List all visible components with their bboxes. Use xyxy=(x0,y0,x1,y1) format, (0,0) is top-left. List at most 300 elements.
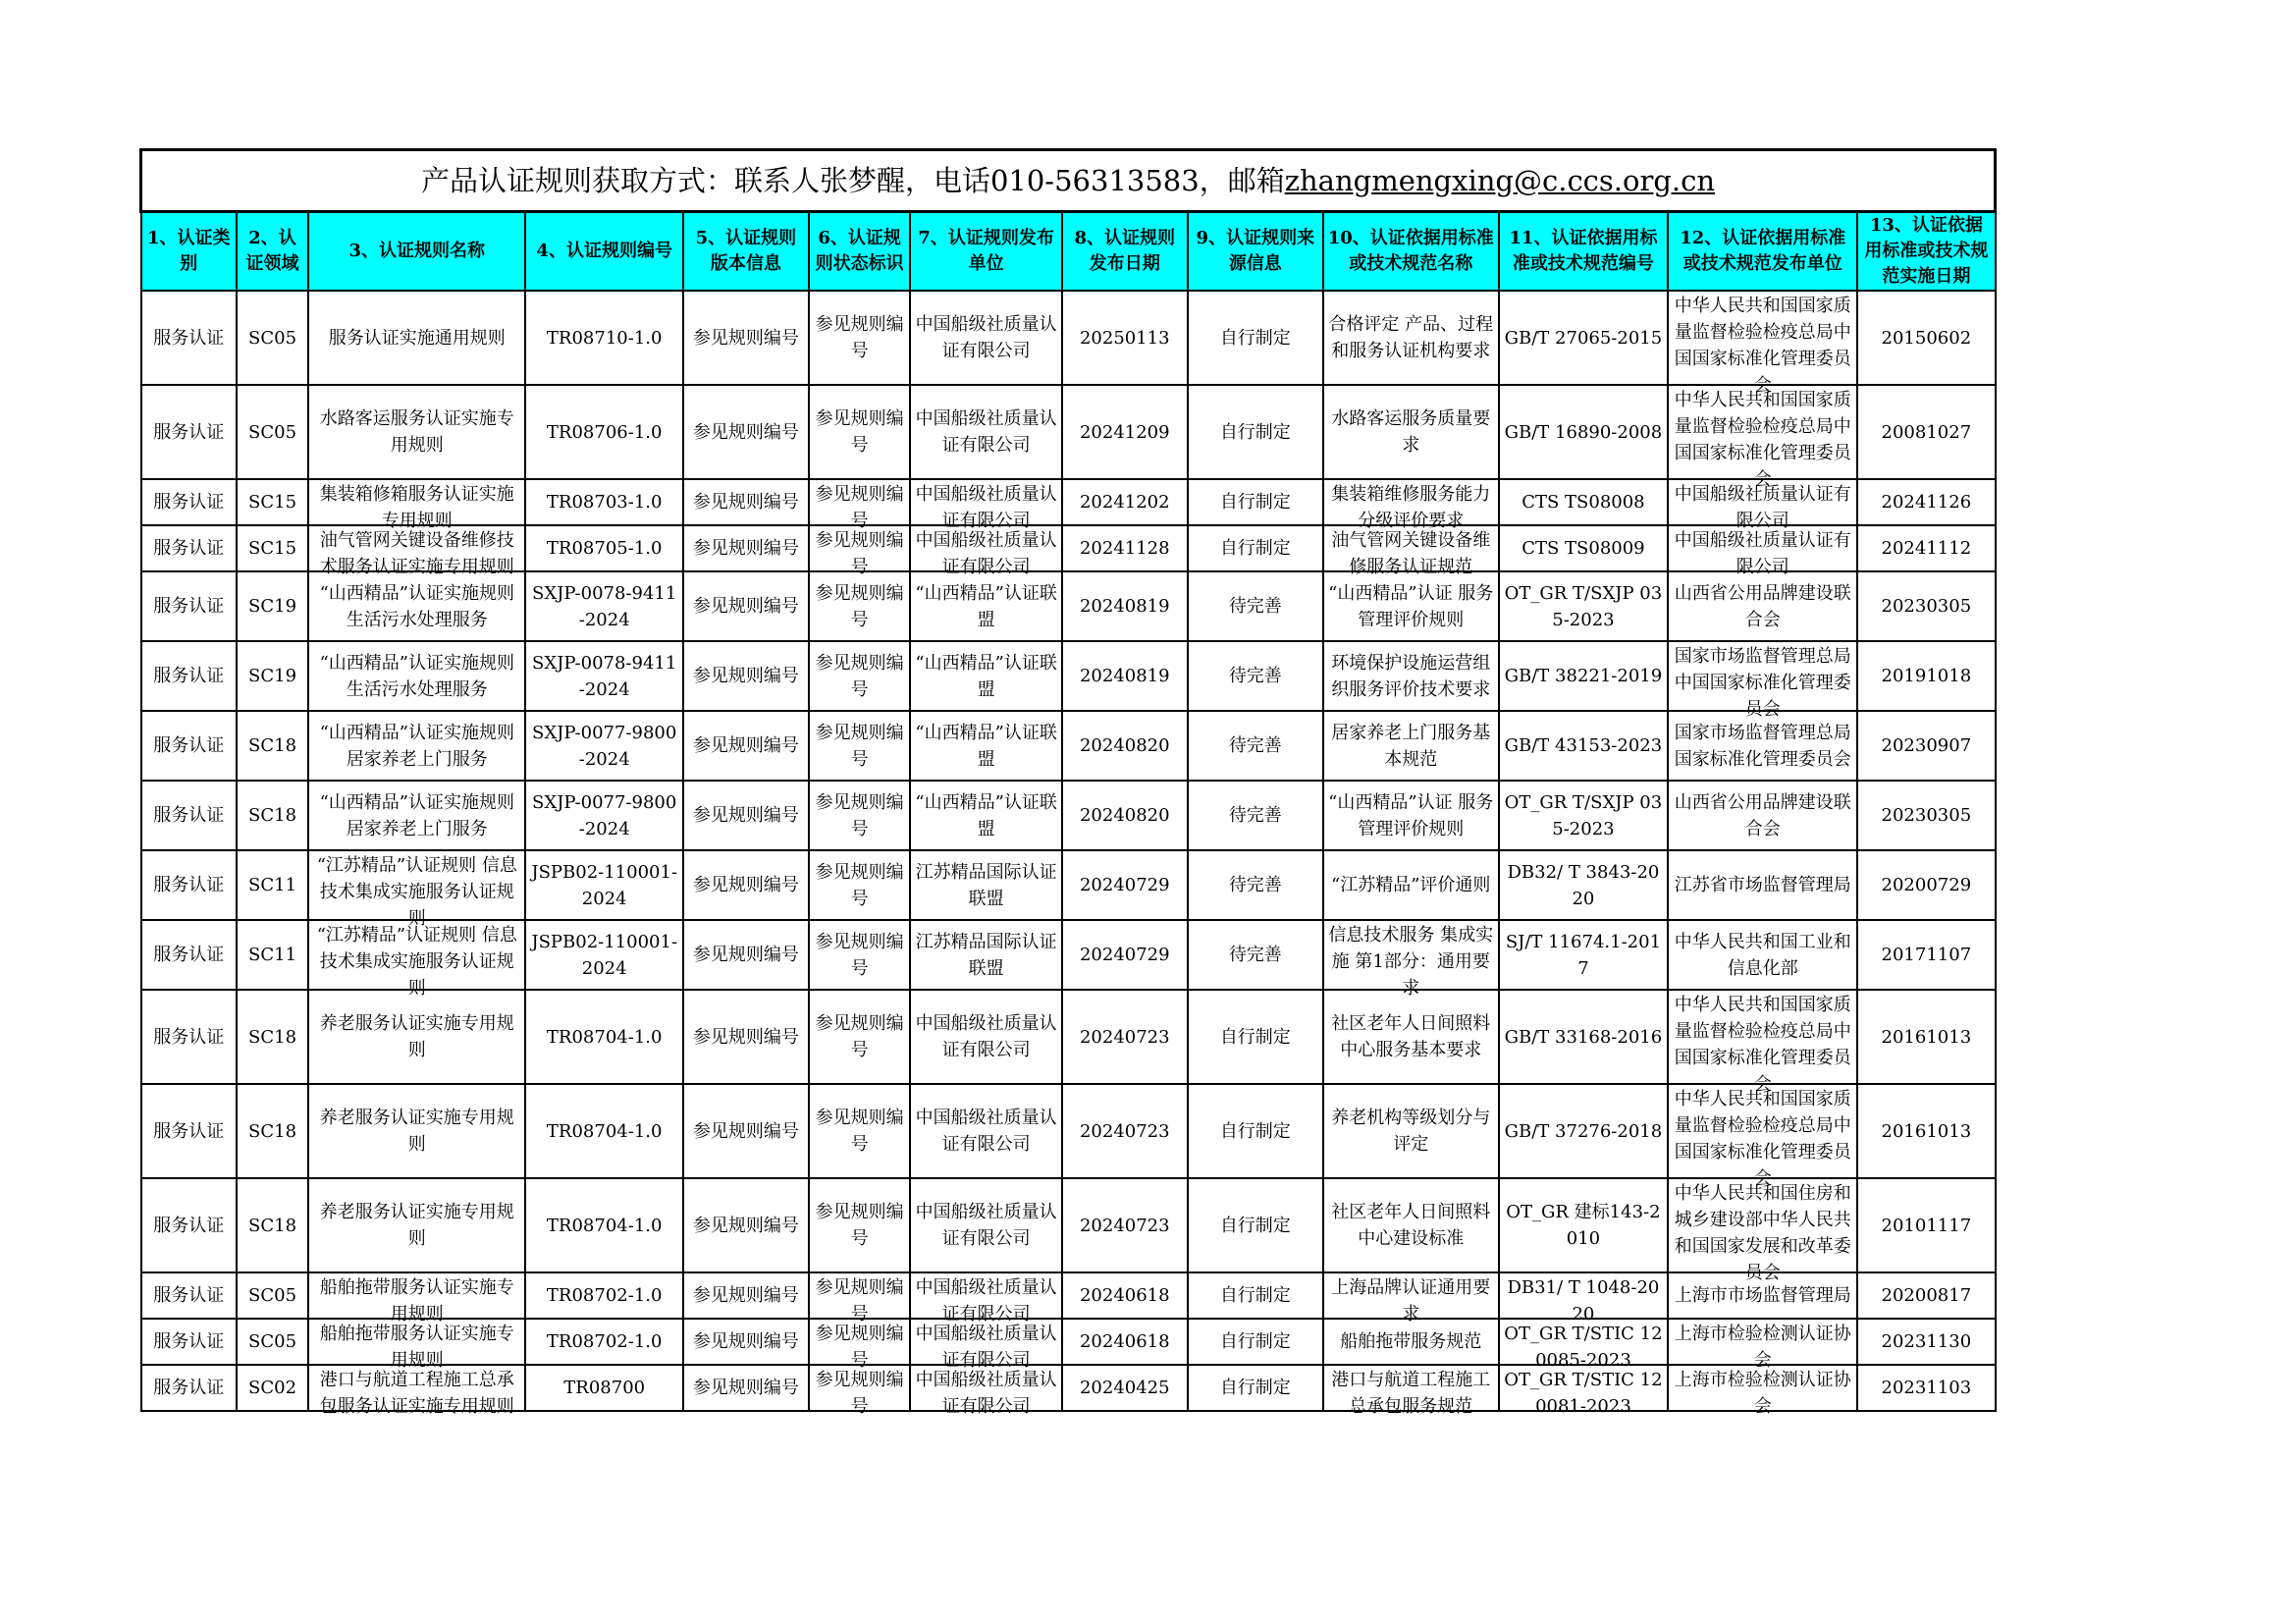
cell-text: 参见规则编号 xyxy=(815,791,904,839)
cell-domain xyxy=(237,1272,308,1319)
cell-rule-number xyxy=(525,990,682,1084)
cell-rule-source xyxy=(1188,1319,1323,1365)
cell-text: SC05 xyxy=(248,1331,297,1352)
cell-text: 环境保护设施运营组织服务评价技术要求 xyxy=(1331,652,1491,700)
cell-standard-number xyxy=(1499,1272,1669,1325)
cell-text: 油气管网关键设备维修技术服务认证实施专用规则 xyxy=(319,530,514,577)
cell-domain xyxy=(237,1319,308,1365)
cell-rule-version xyxy=(683,1272,809,1319)
column-header-standard-publisher: 12、认证依据用标准或技术规范发布单位 xyxy=(1668,212,1857,292)
table-row xyxy=(141,525,1996,571)
cell-rule-version xyxy=(683,711,809,781)
cell-text: 中华人民共和国国家质量监督检验检疫总局中国国家标准化管理委员会 xyxy=(1674,390,1851,490)
cell-text: SC18 xyxy=(248,805,297,826)
cell-text: GB/T 33168-2016 xyxy=(1504,1026,1663,1048)
cell-text: 集装箱修箱服务认证实施专用规则 xyxy=(319,484,514,531)
cell-standard-number xyxy=(1499,479,1669,525)
cell-text: 港口与航道工程施工总承包服务认证实施专用规则 xyxy=(319,1370,514,1417)
cell-rule-version xyxy=(683,385,809,479)
cell-rule-date xyxy=(1062,920,1188,990)
cell-text: TR08700 xyxy=(563,1378,646,1398)
cell-text: 20240729 xyxy=(1079,875,1170,895)
column-header-standard-number: 11、认证依据用标准或技术规范编号 xyxy=(1499,212,1669,292)
cell-standard-date xyxy=(1857,479,1995,525)
cell-rule-number xyxy=(525,1365,682,1411)
cell-text: “江苏精品”认证规则 信息技术集成实施服务认证规则 xyxy=(316,855,517,929)
cell-text: 参见规则编号 xyxy=(815,1108,904,1155)
cell-rule-status xyxy=(809,781,911,850)
cell-text: OT_GR T/STIC 120085-2023 xyxy=(1504,1324,1663,1371)
cell-rule-source xyxy=(1188,711,1323,781)
cell-text: 油气管网关键设备维修服务认证规范 xyxy=(1331,530,1491,577)
cell-rule-number xyxy=(525,525,682,571)
cell-text: 参见规则编号 xyxy=(815,1370,904,1417)
cell-standard-number xyxy=(1499,1178,1669,1272)
cell-category xyxy=(141,1365,237,1411)
cell-rule-publisher xyxy=(910,711,1061,781)
column-header-category: 1、认证类别 xyxy=(141,212,237,292)
cell-rule-status xyxy=(809,479,911,531)
cell-rule-number xyxy=(525,1272,682,1319)
cell-text: TR08705-1.0 xyxy=(546,538,663,559)
cell-text: 服务认证 xyxy=(153,1026,225,1048)
cell-rule-version xyxy=(683,525,809,571)
cell-rule-version xyxy=(683,1319,809,1365)
cell-text: 20240820 xyxy=(1079,735,1170,756)
cell-text: SC05 xyxy=(248,1285,297,1306)
table-row xyxy=(141,385,1996,479)
cell-text: 中国船级社质量认证有限公司 xyxy=(915,1202,1057,1249)
column-header-rule-status: 6、认证规则状态标识 xyxy=(809,212,911,292)
cell-text: 参见规则编号 xyxy=(692,596,799,617)
cell-standard-date xyxy=(1857,1178,1995,1272)
cell-text: 服务认证 xyxy=(153,875,225,895)
cell-text: 参见规则编号 xyxy=(815,408,904,456)
table-row xyxy=(141,990,1996,1084)
cell-standard-date xyxy=(1857,990,1995,1084)
cell-domain xyxy=(237,1365,308,1411)
cell-standard-name xyxy=(1323,479,1499,531)
cell-text: 参见规则编号 xyxy=(692,492,799,513)
cell-text: 参见规则编号 xyxy=(692,327,799,349)
cell-rule-name xyxy=(308,1178,525,1272)
cell-text: 20161013 xyxy=(1881,1120,1972,1142)
cell-standard-name xyxy=(1323,990,1499,1084)
cell-text: OT_GR 建标143-2010 xyxy=(1506,1202,1661,1249)
cell-text: SC18 xyxy=(248,735,297,756)
table-row xyxy=(141,1178,1996,1272)
cell-rule-publisher xyxy=(910,1319,1061,1371)
cell-domain xyxy=(237,479,308,525)
cell-text: 水路客运服务质量要求 xyxy=(1331,408,1491,456)
cell-text: 中国船级社质量认证有限公司 xyxy=(915,1108,1057,1155)
cell-rule-version xyxy=(683,990,809,1084)
cell-text: 自行制定 xyxy=(1219,1378,1291,1398)
cell-text: 中国船级社质量认证有限公司 xyxy=(1674,530,1851,577)
cell-text: GB/T 38221-2019 xyxy=(1504,666,1663,686)
cell-text: 20240819 xyxy=(1079,666,1170,686)
cell-text: SXJP-0078-9411-2024 xyxy=(532,652,677,700)
cell-rule-source xyxy=(1188,1365,1323,1411)
cell-rule-date xyxy=(1062,781,1188,850)
cell-text: SC02 xyxy=(248,1378,297,1398)
cell-rule-source xyxy=(1188,571,1323,641)
cell-domain xyxy=(237,291,308,385)
cell-text: 服务认证 xyxy=(153,1120,225,1142)
cell-rule-date xyxy=(1062,571,1188,641)
cell-category xyxy=(141,571,237,641)
cell-rule-number xyxy=(525,850,682,920)
cell-text: 上海市检验检测认证协会 xyxy=(1674,1324,1851,1371)
cell-text: 船舶拖带服务认证实施专用规则 xyxy=(319,1277,514,1325)
cell-text: 参见规则编号 xyxy=(692,875,799,895)
cell-text: 江苏省市场监督管理局 xyxy=(1674,875,1851,895)
cell-text: 待完善 xyxy=(1228,735,1282,756)
table-row xyxy=(141,571,1996,641)
cell-rule-source xyxy=(1188,641,1323,711)
cell-standard-name xyxy=(1323,1365,1499,1417)
column-header-rule-publisher: 7、认证规则发布单位 xyxy=(910,212,1061,292)
cell-standard-number xyxy=(1499,1365,1669,1417)
cell-text: 参见规则编号 xyxy=(815,582,904,630)
cell-text: 参见规则编号 xyxy=(815,1202,904,1249)
cell-text: 中华人民共和国国家质量监督检验检疫总局中国国家标准化管理委员会 xyxy=(1674,995,1851,1095)
cell-text: 20230907 xyxy=(1881,735,1972,756)
page-title xyxy=(141,150,1996,212)
cell-text: OT_GR T/STIC 120081-2023 xyxy=(1504,1370,1663,1417)
cell-text: 船舶拖带服务认证实施专用规则 xyxy=(319,1324,514,1371)
cell-rule-publisher xyxy=(910,920,1061,990)
cell-text: 参见规则编号 xyxy=(815,1277,904,1325)
cell-standard-name xyxy=(1323,641,1499,711)
cell-standard-number xyxy=(1499,525,1669,571)
cell-rule-version xyxy=(683,1365,809,1411)
cell-domain xyxy=(237,385,308,479)
cell-text: 20240819 xyxy=(1079,596,1170,617)
cell-text: 养老机构等级划分与评定 xyxy=(1331,1108,1491,1155)
cell-text: 中国船级社质量认证有限公司 xyxy=(915,408,1057,456)
cell-rule-date xyxy=(1062,1319,1188,1365)
cell-text: 社区老年人日间照料中心服务基本要求 xyxy=(1331,1013,1491,1060)
cell-rule-name xyxy=(308,920,525,999)
cell-text: 服务认证 xyxy=(153,666,225,686)
cell-text: 20241202 xyxy=(1079,492,1170,513)
cell-text: 参见规则编号 xyxy=(692,1026,799,1048)
cell-text: “山西精品”认证实施规则 居家养老上门服务 xyxy=(319,791,514,839)
table-row xyxy=(141,1084,1996,1178)
cell-standard-date xyxy=(1857,291,1995,385)
cell-text: 养老服务认证实施专用规则 xyxy=(319,1202,514,1249)
cell-text: TR08706-1.0 xyxy=(546,421,663,443)
cell-text: GB/T 27065-2015 xyxy=(1504,327,1663,349)
cell-text: 自行制定 xyxy=(1219,492,1291,513)
cell-text: 20240425 xyxy=(1079,1378,1170,1398)
cell-rule-status xyxy=(809,990,911,1084)
cell-text: 服务认证 xyxy=(153,735,225,756)
cell-text: 待完善 xyxy=(1228,875,1282,895)
cell-text: TR08703-1.0 xyxy=(546,492,663,513)
cell-text: 20231130 xyxy=(1881,1331,1972,1352)
cell-standard-publisher xyxy=(1668,990,1857,1095)
cell-text: TR08702-1.0 xyxy=(546,1331,663,1352)
cell-standard-number xyxy=(1499,1319,1669,1371)
cell-rule-date xyxy=(1062,641,1188,711)
cell-standard-publisher xyxy=(1668,1319,1857,1371)
cell-text: 服务认证 xyxy=(153,596,225,617)
cell-text: SXJP-0077-9800-2024 xyxy=(532,791,677,839)
cell-category xyxy=(141,1178,237,1272)
cell-standard-number xyxy=(1499,850,1669,920)
cell-text: “山西精品”认证 服务管理评价规则 xyxy=(1328,791,1494,839)
cell-standard-date xyxy=(1857,1084,1995,1178)
cell-rule-number xyxy=(525,571,682,641)
cell-category xyxy=(141,781,237,850)
cell-rule-name xyxy=(308,850,525,929)
column-header-rule-name: 3、认证规则名称 xyxy=(308,212,525,292)
column-header-rule-number: 4、认证规则编号 xyxy=(525,212,682,292)
cell-domain xyxy=(237,850,308,920)
cell-text: “山西精品”认证联盟 xyxy=(915,791,1057,839)
cell-domain xyxy=(237,525,308,571)
cell-rule-source xyxy=(1188,1178,1323,1272)
cell-text: 参见规则编号 xyxy=(692,1285,799,1306)
cell-domain xyxy=(237,641,308,711)
cell-text: 中国船级社质量认证有限公司 xyxy=(915,530,1057,577)
column-header-domain: 2、认证领域 xyxy=(237,212,308,292)
cell-text: 中华人民共和国国家质量监督检验检疫总局中国国家标准化管理委员会 xyxy=(1674,296,1851,396)
cell-text: 服务认证 xyxy=(153,805,225,826)
cell-text: 20101117 xyxy=(1881,1215,1972,1236)
cell-rule-source xyxy=(1188,525,1323,571)
table-row xyxy=(141,479,1996,525)
cell-text: 20241128 xyxy=(1079,538,1170,559)
cell-text: 20150602 xyxy=(1881,327,1972,349)
cell-rule-number xyxy=(525,781,682,850)
cell-text: 20240723 xyxy=(1079,1026,1170,1048)
cell-text: 待完善 xyxy=(1228,945,1282,965)
header-row xyxy=(141,212,1996,292)
column-header-standard-name: 10、认证依据用标准或技术规范名称 xyxy=(1323,212,1499,292)
cell-text: 服务认证 xyxy=(153,492,225,513)
cell-text: 自行制定 xyxy=(1219,1120,1291,1142)
cell-text: SC19 xyxy=(248,596,297,617)
cell-text: SC11 xyxy=(248,875,297,895)
cell-text: “山西精品”认证 服务管理评价规则 xyxy=(1328,582,1494,630)
cell-rule-source xyxy=(1188,385,1323,479)
cell-text: 自行制定 xyxy=(1219,1026,1291,1048)
cell-category xyxy=(141,920,237,990)
cell-text: “江苏精品”认证规则 信息技术集成实施服务认证规则 xyxy=(316,925,517,999)
cell-text: 20191018 xyxy=(1881,666,1972,686)
cell-text: 养老服务认证实施专用规则 xyxy=(319,1013,514,1060)
cell-category xyxy=(141,1319,237,1365)
cell-rule-publisher xyxy=(910,525,1061,577)
cell-rule-number xyxy=(525,385,682,479)
cell-standard-number xyxy=(1499,385,1669,479)
contact-email-link[interactable]: zhangmengxing@c.ccs.org.cn xyxy=(1284,164,1716,197)
cell-rule-number xyxy=(525,920,682,990)
cell-text: 国家市场监督管理总局国家标准化管理委员会 xyxy=(1674,722,1851,770)
cell-rule-name xyxy=(308,291,525,385)
cell-standard-date xyxy=(1857,571,1995,641)
table-row xyxy=(141,1365,1996,1411)
cell-text: 自行制定 xyxy=(1219,1331,1291,1352)
cell-rule-publisher xyxy=(910,291,1061,385)
cell-standard-name xyxy=(1323,291,1499,385)
cell-text: “山西精品”认证联盟 xyxy=(915,582,1057,630)
table-row xyxy=(141,920,1996,990)
cell-text: 服务认证 xyxy=(153,1285,225,1306)
cell-standard-date xyxy=(1857,781,1995,850)
cell-rule-status xyxy=(809,385,911,479)
cell-text: 参见规则编号 xyxy=(692,1120,799,1142)
cell-text: 中华人民共和国住房和城乡建设部中华人民共和国国家发展和改革委员会 xyxy=(1674,1183,1851,1283)
cell-rule-number xyxy=(525,1319,682,1365)
cell-text: 待完善 xyxy=(1228,805,1282,826)
cell-rule-name xyxy=(308,479,525,531)
cell-standard-name xyxy=(1323,850,1499,920)
cell-rule-name xyxy=(308,641,525,711)
cell-text: SC05 xyxy=(248,327,297,349)
table-row xyxy=(141,711,1996,781)
column-header-rule-date: 8、认证规则发布日期 xyxy=(1062,212,1188,292)
cell-text: SC11 xyxy=(248,945,297,965)
cell-rule-status xyxy=(809,571,911,641)
cell-rule-status xyxy=(809,1084,911,1178)
cell-rule-version xyxy=(683,850,809,920)
cell-category xyxy=(141,1272,237,1319)
cell-rule-publisher xyxy=(910,385,1061,479)
cell-rule-status xyxy=(809,525,911,577)
cell-text: “山西精品”认证联盟 xyxy=(915,722,1057,770)
cell-rule-name xyxy=(308,711,525,781)
cell-text: 上海品牌认证通用要求 xyxy=(1331,1277,1491,1325)
cell-text: 参见规则编号 xyxy=(692,666,799,686)
cell-text: 参见规则编号 xyxy=(815,861,904,909)
cell-text: 中国船级社质量认证有限公司 xyxy=(915,1277,1057,1325)
table-row xyxy=(141,781,1996,850)
cell-category xyxy=(141,1084,237,1178)
cell-rule-status xyxy=(809,850,911,920)
cell-text: 合格评定 产品、过程和服务认证机构要求 xyxy=(1328,314,1494,361)
cell-text: DB31/ T 1048-2020 xyxy=(1507,1277,1660,1325)
cell-text: JSPB02-110001-2024 xyxy=(531,861,678,909)
cell-text: 参见规则编号 xyxy=(815,1324,904,1371)
cell-text: 参见规则编号 xyxy=(815,722,904,770)
cell-text: 20200729 xyxy=(1881,875,1972,895)
cell-text: SC18 xyxy=(248,1026,297,1048)
cell-text: 20240820 xyxy=(1079,805,1170,826)
cell-rule-source xyxy=(1188,781,1323,850)
cell-rule-number xyxy=(525,641,682,711)
cell-text: 20240618 xyxy=(1079,1331,1170,1352)
cell-rule-version xyxy=(683,920,809,990)
cell-text: 船舶拖带服务规范 xyxy=(1340,1331,1482,1352)
cell-text: TR08702-1.0 xyxy=(546,1285,663,1306)
cell-rule-date xyxy=(1062,479,1188,525)
cell-standard-publisher xyxy=(1668,850,1857,920)
cell-rule-publisher xyxy=(910,850,1061,920)
cell-rule-date xyxy=(1062,385,1188,479)
cell-text: 参见规则编号 xyxy=(815,484,904,531)
cell-text: 参见规则编号 xyxy=(692,1215,799,1236)
cell-rule-version xyxy=(683,479,809,525)
cell-rule-source xyxy=(1188,920,1323,990)
cell-text: 20230305 xyxy=(1881,805,1972,826)
cell-text: GB/T 43153-2023 xyxy=(1504,735,1663,756)
cell-text: OT_GR T/SXJP 035-2023 xyxy=(1504,791,1663,839)
cell-text: DB32/ T 3843-2020 xyxy=(1507,861,1660,909)
cell-standard-number xyxy=(1499,291,1669,385)
cell-standard-name xyxy=(1323,525,1499,577)
certification-rules-table xyxy=(139,148,1997,1417)
cell-rule-publisher xyxy=(910,1272,1061,1325)
cell-text: 参见规则编号 xyxy=(815,931,904,979)
cell-rule-status xyxy=(809,291,911,385)
cell-standard-date xyxy=(1857,1272,1995,1319)
cell-category xyxy=(141,990,237,1084)
cell-text: SC18 xyxy=(248,1215,297,1236)
cell-rule-status xyxy=(809,1365,911,1417)
cell-text: CTS TS08009 xyxy=(1522,538,1645,559)
cell-standard-publisher xyxy=(1668,641,1857,720)
cell-standard-publisher xyxy=(1668,711,1857,781)
cell-standard-name xyxy=(1323,711,1499,781)
cell-standard-publisher xyxy=(1668,291,1857,396)
cell-rule-status xyxy=(809,641,911,711)
cell-rule-publisher xyxy=(910,1084,1061,1178)
cell-text: 20240723 xyxy=(1079,1215,1170,1236)
cell-domain xyxy=(237,1178,308,1272)
cell-text: 上海市市场监督管理局 xyxy=(1674,1285,1851,1306)
cell-category xyxy=(141,525,237,571)
cell-text: 20231103 xyxy=(1881,1378,1972,1398)
cell-rule-date xyxy=(1062,291,1188,385)
cell-text: SC05 xyxy=(248,421,297,443)
cell-text: 20171107 xyxy=(1881,945,1972,965)
title-prefix: 产品认证规则获取方式：联系人张梦醒，电话010-56313583，邮箱 xyxy=(420,164,1285,197)
column-header-rule-version: 5、认证规则版本信息 xyxy=(683,212,809,292)
cell-rule-number xyxy=(525,1178,682,1272)
cell-rule-name xyxy=(308,385,525,479)
cell-rule-source xyxy=(1188,1084,1323,1178)
cell-standard-name xyxy=(1323,571,1499,641)
cell-rule-publisher xyxy=(910,990,1061,1084)
cell-text: 参见规则编号 xyxy=(815,314,904,361)
cell-rule-date xyxy=(1062,1365,1188,1411)
cell-text: 服务认证 xyxy=(153,1378,225,1398)
cell-text: 20241126 xyxy=(1881,492,1972,513)
cell-text: 20240618 xyxy=(1079,1285,1170,1306)
cell-text: 山西省公用品牌建设联合会 xyxy=(1674,582,1851,630)
cell-standard-number xyxy=(1499,781,1669,850)
cell-standard-number xyxy=(1499,990,1669,1084)
cell-rule-publisher xyxy=(910,1365,1061,1417)
cell-rule-version xyxy=(683,291,809,385)
cell-rule-name xyxy=(308,525,525,577)
cell-rule-date xyxy=(1062,850,1188,920)
cell-text: TR08704-1.0 xyxy=(546,1215,663,1236)
cell-text: SJ/T 11674.1-2017 xyxy=(1505,931,1662,979)
cell-rule-date xyxy=(1062,1084,1188,1178)
cell-rule-status xyxy=(809,711,911,781)
cell-category xyxy=(141,479,237,525)
cell-text: TR08710-1.0 xyxy=(546,327,663,349)
cell-standard-date xyxy=(1857,385,1995,479)
cell-text: 信息技术服务 集成实施 第1部分：通用要求 xyxy=(1328,925,1494,999)
column-header-standard-date: 13、认证依据用标准或技术规范实施日期 xyxy=(1857,212,1995,292)
table-row xyxy=(141,1272,1996,1319)
